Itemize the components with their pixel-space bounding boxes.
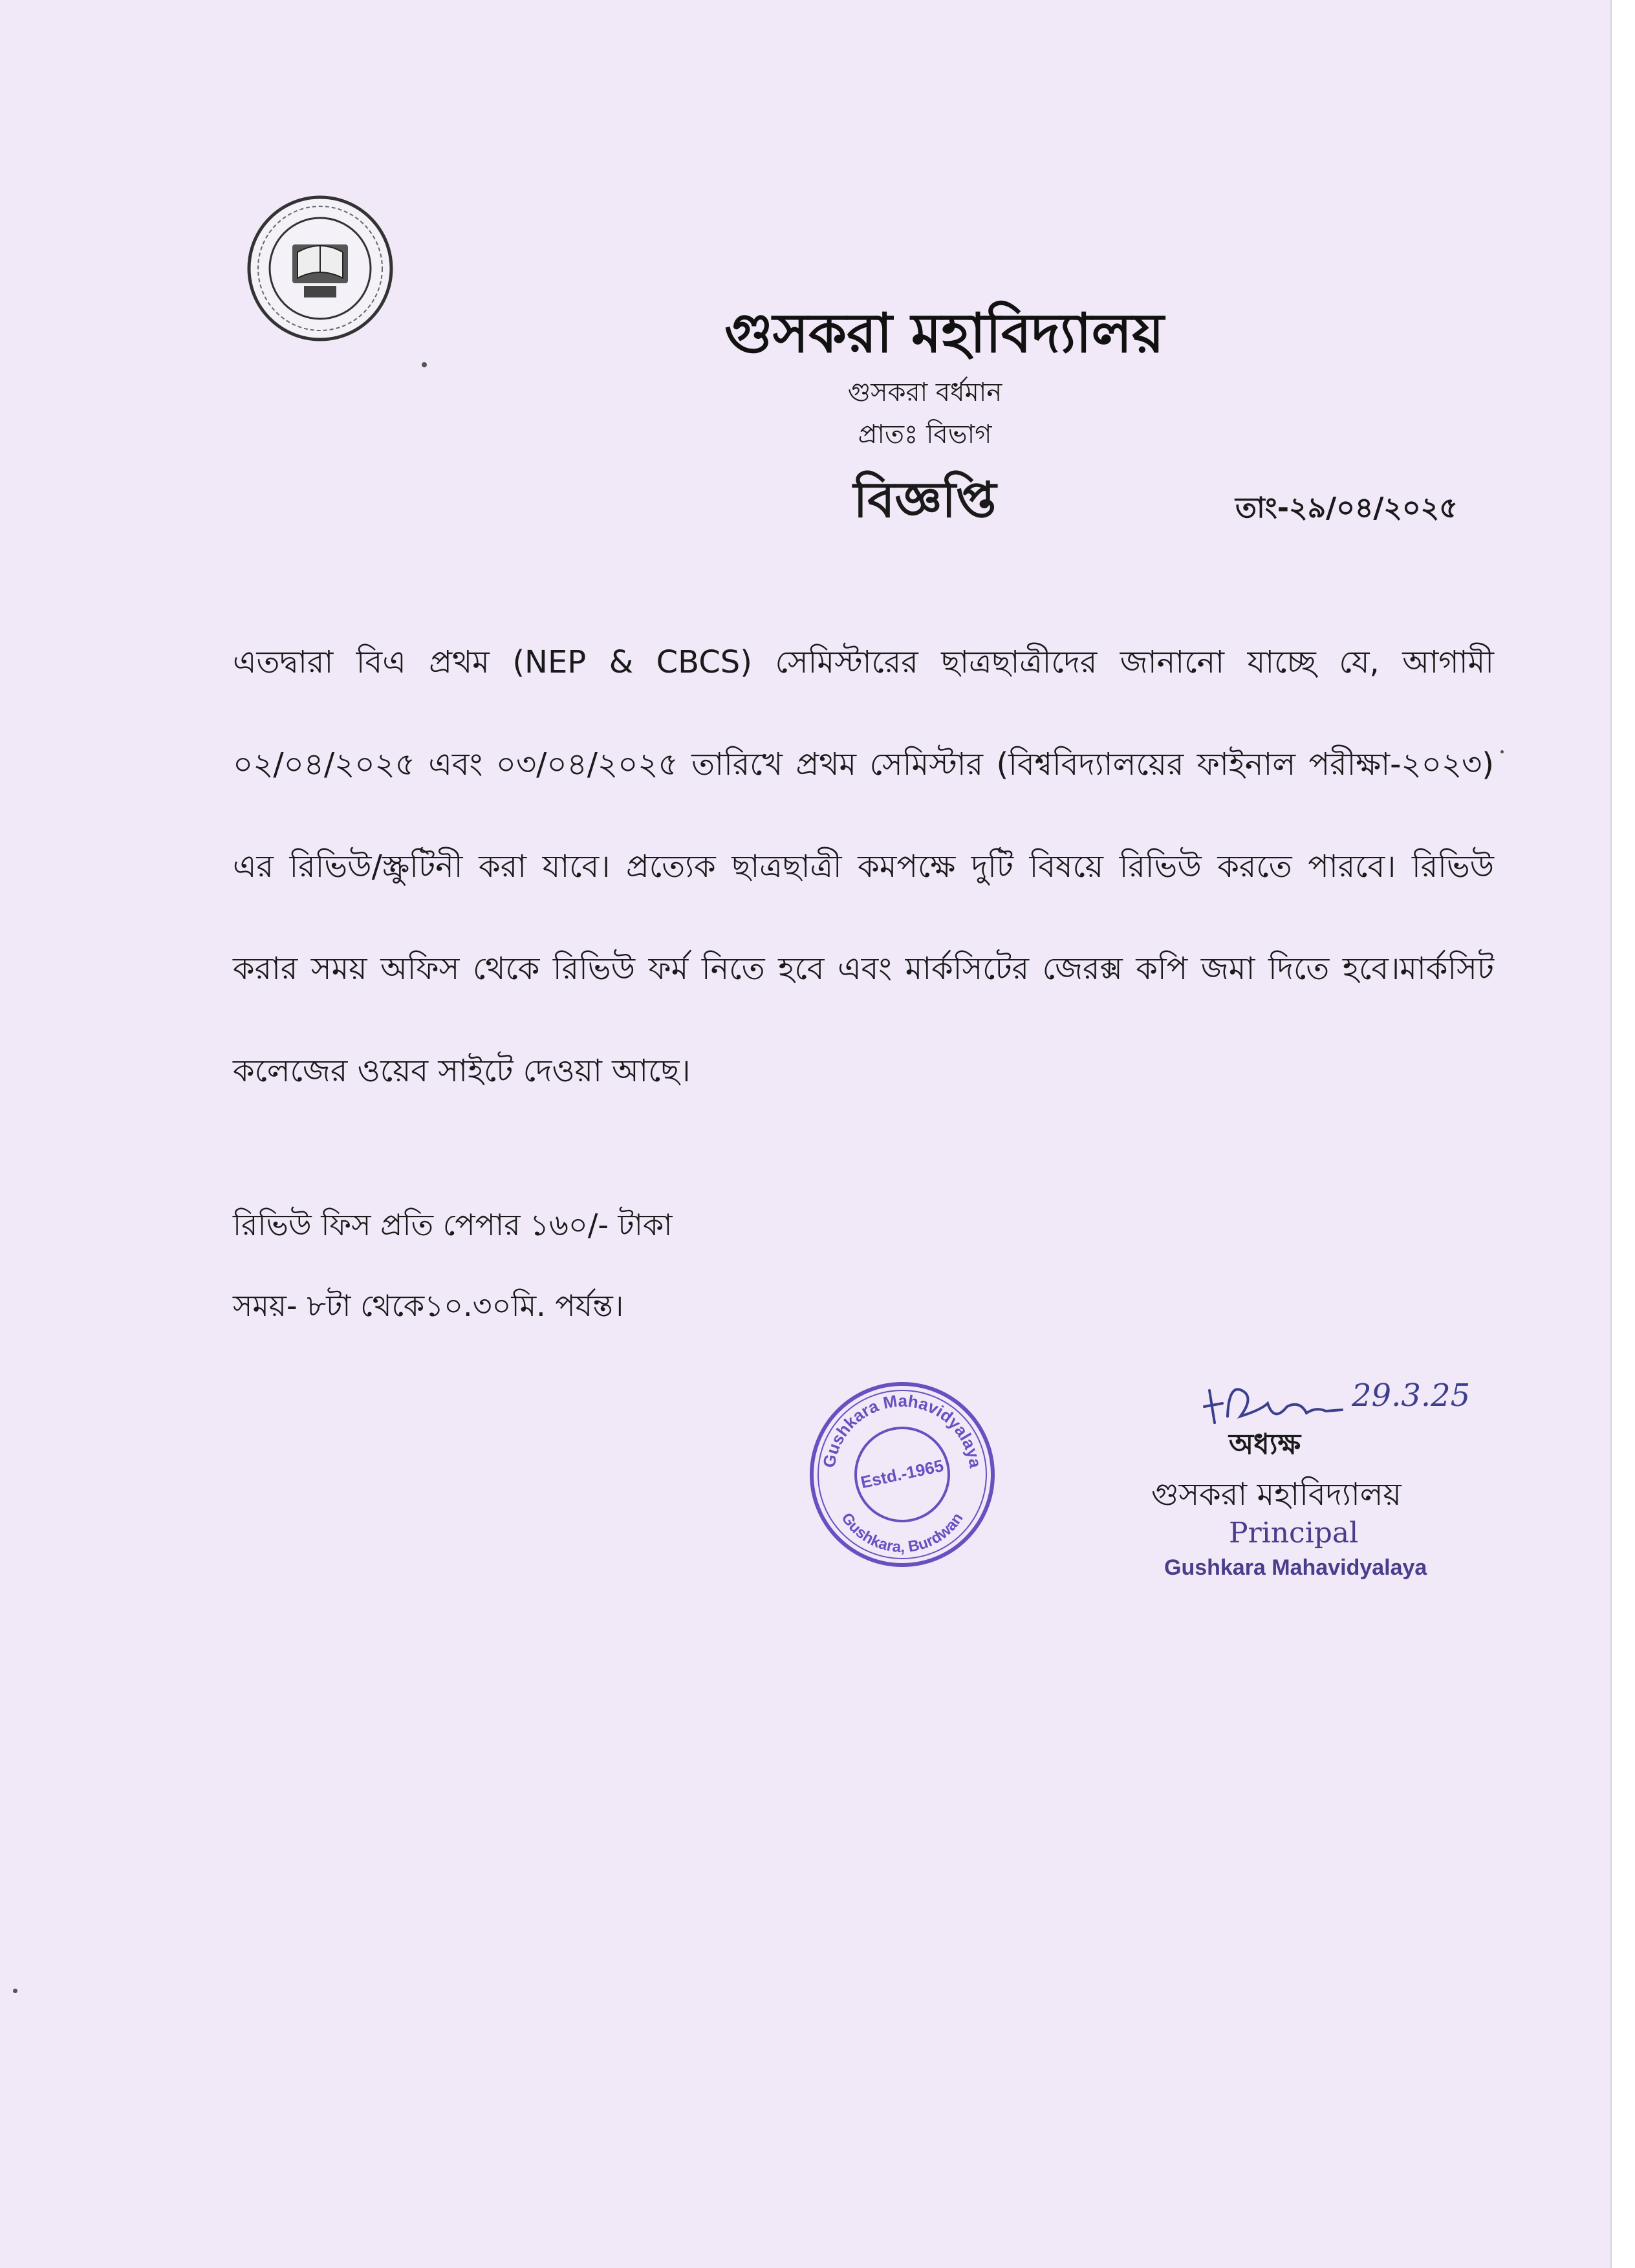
seal-bottom-text: Gushkara, Burdwan (838, 1509, 967, 1557)
principal-stamp-label: Principal (1229, 1517, 1359, 1550)
signatory-title: অধ্যক্ষ (1229, 1428, 1301, 1461)
svg-text:Gushkara, Burdwan (838, 1509, 966, 1556)
signature-date: 29.3.25 (1352, 1377, 1471, 1414)
seal-center-text: Estd.-1965 (859, 1455, 946, 1493)
scan-speck (1500, 750, 1504, 753)
notice-body: এতদ্বারা বিএ প্রথম (NEP & CBCS) সেমিস্টারের ছাত্রছাত্রীদের জানানো যাচ্ছে যে, আগামী ০২/০৪/২০২৫ এবং ০৩/০৪/২০২৫ তারিখে প্রথম সেমিস্টার (বিশ্ববিদ্যালয়ের ফাইনাল পরীক্ষা-২০২৩) এর রিভিউ/স্ক্রুটিনী করা যাবে। প্রত্যেক ছাত্রছাত্রী কমপক্ষে দুটি বিষয়ে রিভিউ করতে পারবে। রিভিউ করার সময় অফিস থেকে রিভিউ ফর্ম নিতে হবে এবং মার্কসিটের জেরক্স কপি জমা দিতে হবে।মার্কসিট কলেজের ওয়েব সাইটে দেওয়া আছে। (233, 644, 1494, 1089)
college-address: গুসকরা বর্ধমান (847, 378, 1002, 407)
scan-speck (13, 1989, 17, 1993)
scan-page-edge (1610, 0, 1635, 2268)
review-time: সময়- ৮টা থেকে১০.৩০মি. পর্যন্ত। (233, 1288, 624, 1323)
notice-title: বিজ্ঞপ্তি (853, 471, 997, 528)
seal-top-text: Gushkara Mahavidyalaya (819, 1390, 986, 1469)
college-emblem-icon (246, 194, 395, 343)
signatory-college: গুসকরা মহাবিদ্যালয় (1151, 1476, 1402, 1513)
review-fee: রিভিউ ফিস প্রতি পেপার ১৬০/- টাকা (233, 1207, 673, 1242)
scan-speck (422, 362, 427, 367)
college-name: গুসকরা মহাবিদ্যালয় (724, 301, 1164, 365)
notice-date: তাং-২৯/০৪/২০২৫ (1235, 491, 1458, 524)
department-name: প্রাতঃ বিভাগ (858, 420, 992, 449)
college-seal-stamp (805, 1377, 999, 1571)
principal-stamp-college: Gushkara Mahavidyalaya (1164, 1555, 1427, 1580)
